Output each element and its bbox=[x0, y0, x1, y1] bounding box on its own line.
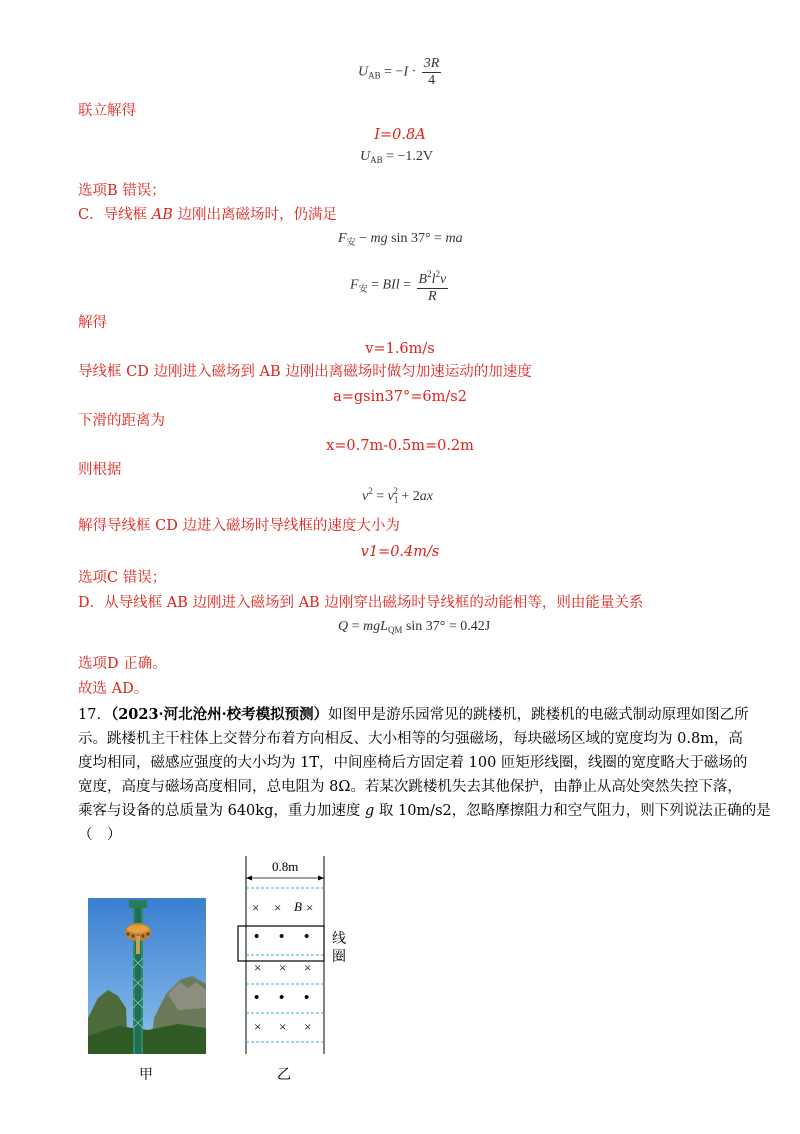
dot-mark: • bbox=[279, 990, 285, 1006]
text-answer: 故选 AD。 bbox=[78, 681, 149, 697]
equation-bil: $F_安$ = BIl = $\frac{B^2l^2v}{R}$ bbox=[350, 266, 450, 305]
text-lianli: 联立解得 bbox=[78, 103, 136, 119]
text-option-c-condition: C．导线框 AB 边刚出离磁场时，仍满足 bbox=[78, 207, 337, 223]
text-distance: 下滑的距离为 bbox=[78, 413, 165, 429]
cross-mark: × bbox=[279, 960, 287, 975]
caption-right: 乙 bbox=[277, 1067, 291, 1083]
question-source: （2023·河北沧州·校考模拟预测） bbox=[110, 706, 329, 723]
cross-mark: × bbox=[279, 1019, 287, 1034]
text-option-d: 选项D 正确。 bbox=[78, 656, 167, 672]
cross-mark: × bbox=[304, 1019, 312, 1034]
result-distance: x=0.7m-0.5m=0.2m bbox=[326, 438, 474, 454]
cross-mark: × bbox=[254, 1019, 262, 1034]
text-speed: 解得导线框 CD 边进入磁场时导线框的速度大小为 bbox=[78, 518, 400, 534]
text-zegenju: 则根据 bbox=[78, 462, 122, 478]
coil-label-1: 线 bbox=[332, 931, 346, 947]
equation-heat: Q = mgL$_{QM}$ sin 37° = 0.42J bbox=[338, 619, 491, 635]
cross-mark: × bbox=[254, 960, 262, 975]
text-jiede: 解得 bbox=[78, 315, 107, 331]
field-diagram-labels bbox=[228, 856, 363, 1056]
text-acceleration: 导线框 CD 边刚进入磁场到 AB 边刚出离磁场时做匀加速运动的加速度 bbox=[78, 364, 532, 380]
result-v1: v1=0.4m/s bbox=[360, 544, 440, 560]
dot-mark: • bbox=[279, 929, 285, 945]
result-velocity: v=1.6m/s bbox=[365, 341, 435, 357]
cross-mark: × bbox=[274, 900, 282, 915]
caption-left: 甲 bbox=[139, 1067, 153, 1083]
text-option-c: 选项C 错误； bbox=[78, 570, 167, 586]
cross-mark: × bbox=[306, 900, 314, 915]
question-17: 17．（2023·河北沧州·校考模拟预测）如图甲是游乐园常见的跳楼机，跳楼机的电磁式制动原理如图乙所 示。跳楼机主干柱体上交替分布着方向相反、大小相等的匀强磁场，每块磁场区域的宽度均为 0.8m，高 度均相同，磁感应强度的大小均为 1T，中间座椅后方固定着 100 匝矩形线圈，线圈的宽度略大于磁场的 宽度，高度与磁场高度相同，总电阻为 8Ω。若某次跳楼机失去其他保护，由静止从高处突然失控下落， 乘客与设备的总质量为 640kg，重力加速度 g 取 10m/s2，忽略摩擦阻力和空气阻力，则下列说法正确的是 （ ） bbox=[78, 703, 728, 847]
cross-mark: × bbox=[304, 960, 312, 975]
dot-mark: • bbox=[254, 990, 260, 1006]
cross-mark: × bbox=[252, 900, 260, 915]
width-label: 0.8m bbox=[272, 859, 299, 874]
equation-uab: $U_{AB} = -I$ · $\frac{3R}{4}$ bbox=[358, 56, 440, 88]
text-option-d-energy: D．从导线框 AB 边刚进入磁场到 AB 边刚穿出磁场时导线框的动能相等，则由能量关系 bbox=[78, 595, 644, 611]
dot-mark: • bbox=[304, 990, 310, 1006]
equation-force-balance: $F_安$ − mg sin 37° = ma bbox=[338, 231, 463, 247]
coil-label-2: 圈 bbox=[332, 949, 346, 965]
result-current: I=0.8A bbox=[374, 127, 426, 143]
b-label: B bbox=[294, 899, 302, 914]
dot-mark: • bbox=[304, 929, 310, 945]
text-option-b: 选项B 错误； bbox=[78, 183, 166, 199]
question-number: 17． bbox=[78, 707, 111, 723]
dot-mark: • bbox=[254, 929, 260, 945]
equation-kinematics: $v^2 = v_1^2 + 2ax$ bbox=[362, 486, 433, 505]
drop-tower-photo bbox=[88, 898, 206, 1054]
result-acceleration: a=gsin37°=6m/s2 bbox=[333, 389, 467, 405]
answer-brackets: （ ） bbox=[78, 827, 122, 843]
result-uab: $U_{AB} = -1.2V$ bbox=[360, 149, 434, 165]
